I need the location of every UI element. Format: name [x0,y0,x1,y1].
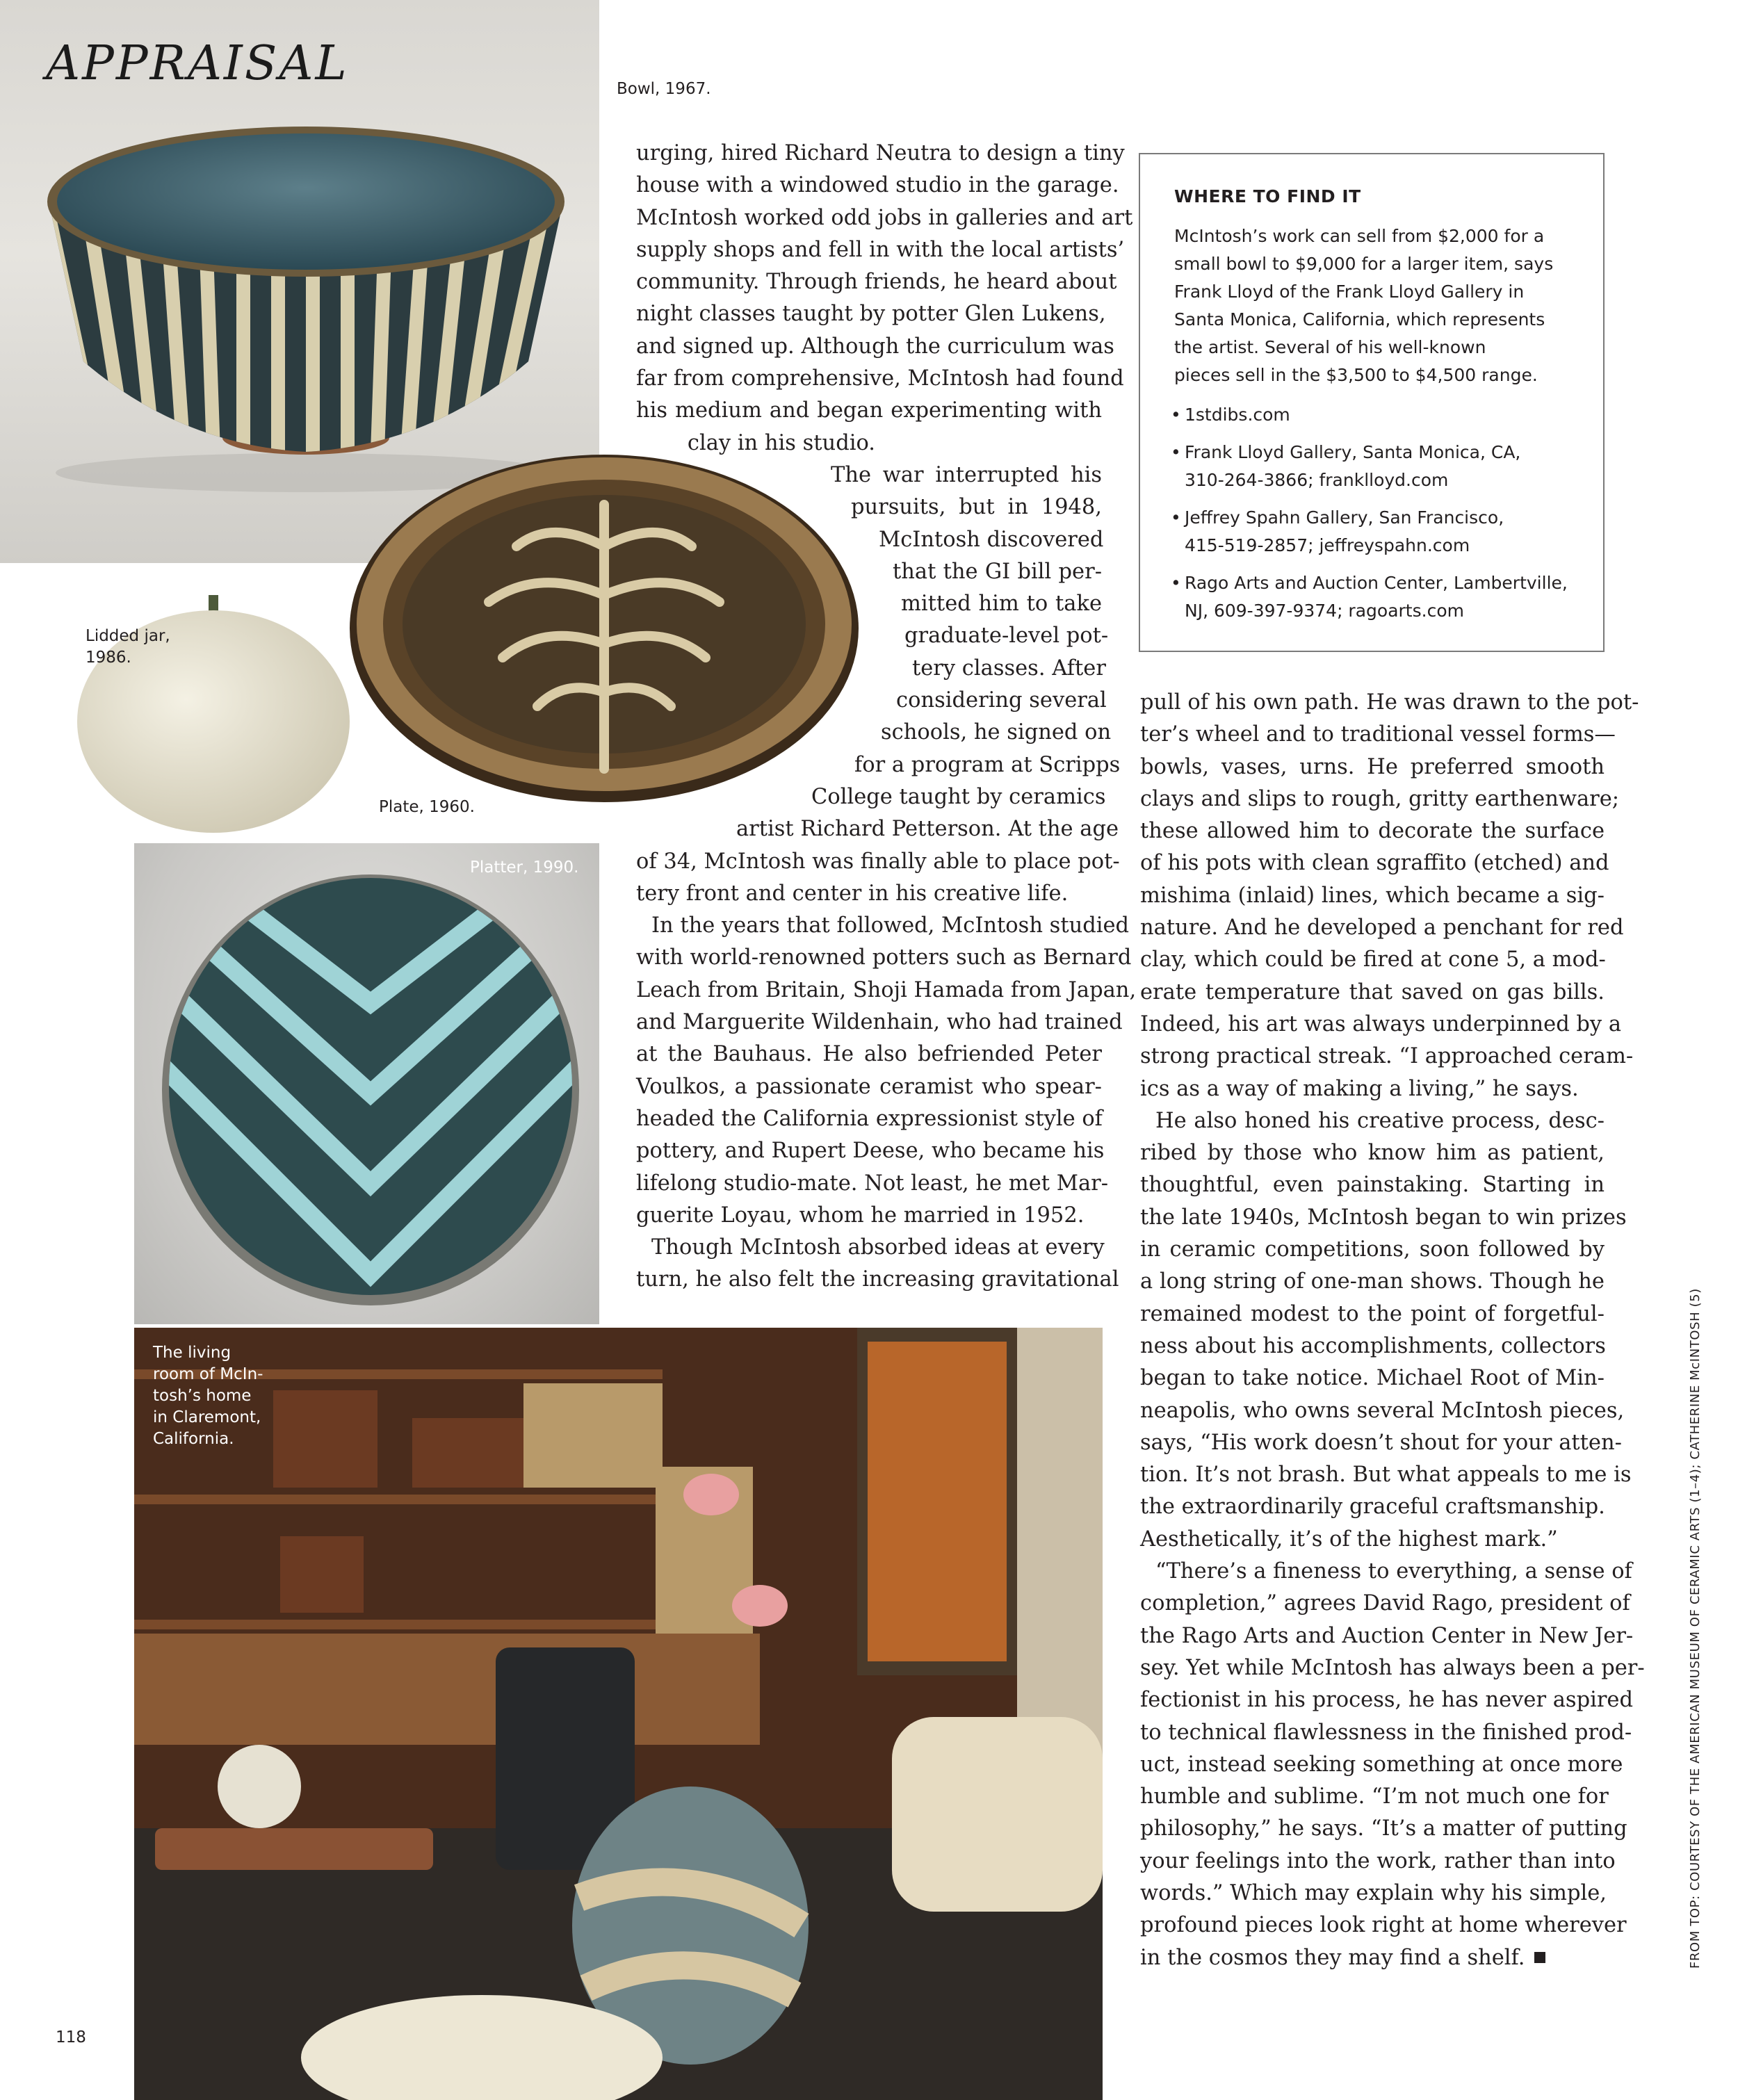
caption-lidded-jar [86,626,170,669]
text-line: neapolis, who owns several McIntosh pieces, [1140,1398,1625,1423]
text-line: tery front and center in his creative life. [636,881,1069,906]
sidebar-line: McIntosh’s work can sell from $2,000 for a [1174,226,1545,246]
living-room-image [134,1328,1103,2100]
text-line: humble and sublime. “I’m not much one for [1140,1784,1609,1809]
text-line: that the GI bill per- [893,559,1102,584]
text-line: strong practical streak. “I approached ceram- [1140,1044,1634,1069]
text-line: mitted him to take [901,592,1102,617]
text-line: Though McIntosh absorbed ideas at every [651,1235,1105,1260]
text-line: ter’s wheel and to traditional vessel forms— [1140,722,1616,747]
text-line: nature. And he developed a penchant for red [1140,915,1624,941]
text-line: for a program at Scripps [854,752,1121,777]
caption-line: California. [153,1430,234,1448]
text-line: at the Bauhaus. He also befriended Peter [636,1042,1102,1067]
text-line: ics as a way of making a living,” he says. [1140,1076,1579,1101]
caption-line: in Claremont, [153,1408,261,1426]
text-line: clay in his studio. [687,430,875,455]
text-line: McIntosh worked odd jobs in galleries and art [636,205,1133,230]
text-line: McIntosh discovered [879,527,1104,552]
text-line: remained modest to the point of forgetful- [1140,1301,1605,1326]
sidebar-list [1171,401,1568,625]
bullet-icon: • [1171,573,1181,593]
text-line: pottery, and Rupert Deese, who became his [636,1139,1105,1164]
text-line: profound pieces look right at home wherever [1140,1913,1627,1938]
article-column-2 [1140,687,1645,1974]
text-line: tery classes. After [912,656,1106,681]
text-line: a long string of one-man shows. Though he [1140,1269,1605,1294]
text-line: of his pots with clean sgraffito (etched) and [1140,851,1609,876]
end-mark-icon [1534,1952,1545,1963]
text-line: supply shops and fell in with the local artists’ [636,237,1125,262]
text-line: Leach from Britain, Shoji Hamada from Japan, [636,977,1137,1002]
text-line: completion,” agrees David Rago, president of [1140,1591,1630,1616]
text-line: uct, instead seeking something at once more [1140,1752,1623,1777]
sidebar-heading: WHERE TO FIND IT [1174,186,1361,206]
text-line: his medium and began experimenting with [636,398,1102,423]
caption-line: Lidded jar, [86,627,170,645]
sidebar-link[interactable]: 1stdibs.com [1185,405,1290,425]
caption-line: tosh’s home [153,1387,252,1405]
text-line: headed the California expressionist style of [636,1106,1103,1131]
text-line: and signed up. Although the curriculum was [636,334,1114,359]
text-line: pursuits, but in 1948, [851,495,1102,520]
text-line: In the years that followed, McIntosh studied [651,913,1130,938]
text-line: in ceramic competitions, soon followed by [1140,1237,1605,1262]
text-line: community. Through friends, he heard about [636,270,1117,295]
text-line: house with a windowed studio in the garage. [636,173,1119,198]
text-line: considering several [896,688,1107,713]
text-line: College taught by ceramics [811,784,1106,809]
bullet-icon: • [1171,507,1181,528]
text-line: far from comprehensive, McIntosh had found [636,366,1124,391]
text-line: words.” Which may explain why his simple, [1140,1880,1607,1905]
section-label: APPRAISAL [46,36,349,91]
caption-plate: Plate, 1960. [379,798,475,816]
sidebar-line: Rago Arts and Auction Center, Lambertville, [1185,573,1568,593]
text-line-last [1140,1942,1605,1974]
caption-line: room of McIn- [153,1365,263,1383]
text-line: and Marguerite Wildenhain, who had trained [636,1010,1123,1035]
bullet-icon: • [1171,405,1181,425]
text-line: guerite Loyau, whom he married in 1952. [636,1203,1085,1228]
sidebar-line: Frank Lloyd Gallery, Santa Monica, CA, [1185,442,1521,462]
text-line: the late 1940s, McIntosh began to win prizes [1140,1205,1627,1230]
sidebar-line: Santa Monica, California, which represents [1174,309,1545,329]
platter-image [134,843,599,1324]
sidebar-list-item [1171,504,1568,560]
photo-credit: FROM TOP: COURTESY OF THE AMERICAN MUSEUM OF CERAMIC ARTS (1–4); CATHERINE McINTOSH (5) [1688,1288,1703,1969]
sidebar-line: Frank Lloyd of the Frank Lloyd Gallery in [1174,282,1525,302]
sidebar-list-item [1171,569,1568,625]
sidebar-line: small bowl to $9,000 for a larger item, says [1174,254,1554,274]
text-line: philosophy,” he says. “It’s a matter of putting [1140,1816,1627,1841]
text-line: fectionist in his process, he has never aspired [1140,1688,1634,1713]
text-line: these allowed him to decorate the surface [1140,819,1605,844]
text-line: clays and slips to rough, gritty earthenware; [1140,786,1620,811]
text-line: He also honed his creative process, desc- [1155,1108,1605,1133]
text-line: night classes taught by potter Glen Lukens, [636,302,1106,327]
text-line: tion. It’s not brash. But what appeals to me is [1140,1463,1632,1488]
sidebar-list-item [1171,401,1568,429]
living-room-photo [134,1328,1103,2100]
text-line: says, “His work doesn’t shout for your atten- [1140,1430,1622,1455]
sidebar-line: Jeffrey Spahn Gallery, San Francisco, [1185,507,1504,528]
text-line: to technical flawlessness in the finished prod- [1140,1720,1632,1745]
text-line: Indeed, his art was always underpinned by a [1140,1011,1622,1036]
sidebar-link[interactable]: 310-264-3866; franklloyd.com [1185,470,1449,490]
text-line: began to take notice. Michael Root of Min- [1140,1366,1605,1391]
final-sentence: in the cosmos they may find a shelf. [1140,1945,1525,1970]
text-line: erate temperature that saved on gas bills. [1140,979,1605,1004]
text-line: the extraordinarily graceful craftsmanship. [1140,1495,1605,1520]
text-line: Voulkos, a passionate ceramist who spear- [636,1074,1102,1099]
caption-line: The living [153,1344,232,1362]
text-line: The war interrupted his [831,462,1102,487]
text-line: turn, he also felt the increasing gravitational [636,1267,1119,1292]
text-line: urging, hired Richard Neutra to design a tiny [636,141,1125,165]
sidebar-link[interactable]: 415-519-2857; jeffreyspahn.com [1185,535,1470,555]
sidebar-line: pieces sell in the $3,500 to $4,500 range. [1174,365,1538,385]
page-number: 118 [56,2028,86,2046]
text-line: schools, he signed on [881,720,1112,745]
text-line: thoughtful, even painstaking. Starting in [1140,1173,1605,1198]
text-line: ribed by those who know him as patient, [1140,1141,1605,1166]
text-line: clay, which could be fired at cone 5, a mod- [1140,947,1606,972]
text-line: graduate-level pot- [904,624,1109,649]
text-line: of 34, McIntosh was finally able to place pot- [636,849,1120,874]
text-line: bowls, vases, urns. He preferred smooth [1140,754,1605,779]
text-line: Aesthetically, it’s of the highest mark.” [1140,1527,1558,1552]
text-line: sey. Yet while McIntosh has always been a per- [1140,1655,1645,1680]
text-line: with world-renowned potters such as Bernard [636,945,1132,970]
caption-living-room [153,1342,263,1450]
sidebar-list-item [1171,439,1568,494]
text-line: mishima (inlaid) lines, which became a sig- [1140,883,1605,908]
bullet-icon: • [1171,442,1181,462]
text-line: lifelong studio-mate. Not least, he met Mar- [636,1171,1109,1196]
text-line: ness about his accomplishments, collectors [1140,1333,1606,1358]
sidebar-line: the artist. Several of his well-known [1174,337,1486,357]
sidebar-intro [1174,222,1553,389]
text-line: the Rago Arts and Auction Center in New Jer- [1140,1623,1634,1648]
caption-line: 1986. [86,649,131,667]
text-line: “There’s a fineness to everything, a sense of [1155,1559,1632,1584]
caption-platter: Platter, 1990. [470,858,579,877]
text-line: your feelings into the work, rather than into [1140,1848,1616,1873]
text-line: artist Richard Petterson. At the age [736,817,1119,842]
article-column-1 [636,138,1137,1296]
text-line: pull of his own path. He was drawn to the pot- [1140,690,1639,715]
platter-photo [134,843,599,1324]
caption-bowl: Bowl, 1967. [617,80,711,98]
sidebar-link[interactable]: NJ, 609-397-9374; ragoarts.com [1185,601,1464,621]
